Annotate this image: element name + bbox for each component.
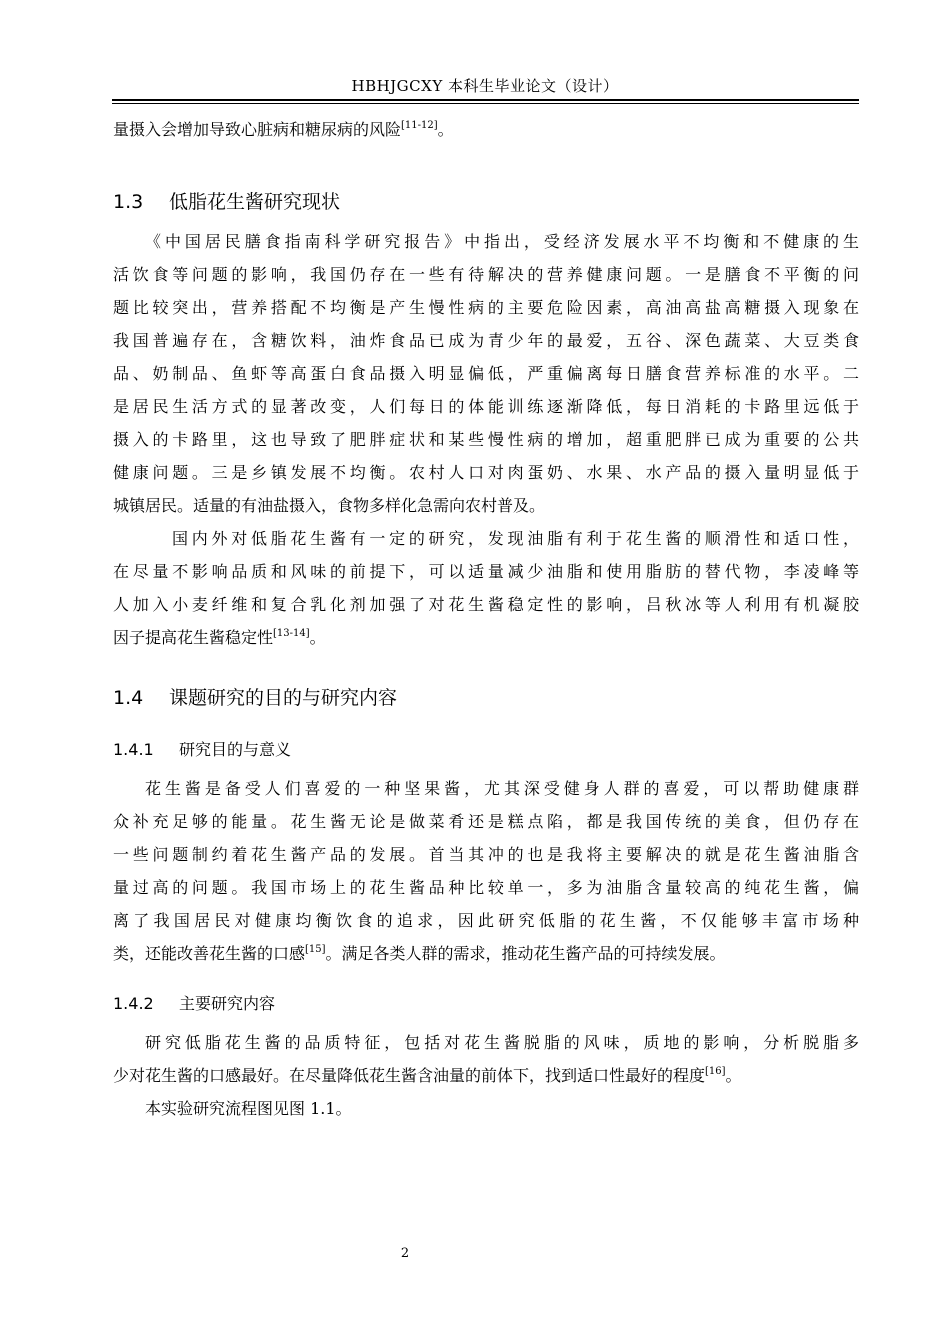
section-title: 课题研究的目的与研究内容 [169,687,398,709]
header-rule [112,99,859,101]
paragraph-line: 少对花生酱的口感最好。在尽量降低花生酱含油量的前体下，找到适口性最好的程度[16]。 [113,1066,742,1085]
paragraph-line: 人加入小麦纤维和复合乳化剂加强了对花生酱稳定性的影响，吕秋冰等人利用有机凝胶 [113,595,859,614]
paragraph-line: 品、奶制品、鱼虾等高蛋白食品摄入明显偏低，严重偏离每日膳食营养标准的水平。二 [113,364,859,383]
paragraph-line: 花生酱是备受人们喜爱的一种坚果酱，尤其深受健身人群的喜爱，可以帮助健康群 [145,779,859,798]
subsection-title: 主要研究内容 [179,994,276,1013]
paragraph-line: 离了我国居民对健康均衡饮食的追求，因此研究低脂的花生酱，不仅能够丰富市场种 [113,911,859,930]
subsection-heading-1-4-1 [113,739,291,761]
paragraph-line: 在尽量不影响品质和风味的前提下，可以适量减少油脂和使用脂肪的替代物，李凌峰等 [113,562,859,581]
paragraph-line: 城镇居民。适量的有油盐摄入，食物多样化急需向农村普及。 [113,496,546,515]
paragraph-line: 健康问题。三是乡镇发展不均衡。农村人口对肉蛋奶、水果、水产品的摄入量明显低于 [113,463,859,482]
paragraph-line: 一些问题制约着花生酱产品的发展。首当其冲的也是我将主要解决的就是花生酱油脂含 [113,845,859,864]
section-title: 低脂花生酱研究现状 [169,191,341,213]
section-heading-1-3 [113,190,340,214]
intro-line: 量摄入会增加导致心脏病和糖尿病的风险[11-12]。 [113,120,454,139]
paragraph-line: 题比较突出，营养搭配不均衡是产生慢性病的主要危险因素，高油高盐高糖摄入现象在 [113,298,859,317]
paragraph-line: 国内外对低脂花生酱有一定的研究，发现油脂有利于花生酱的顺滑性和适口性， [172,529,859,548]
paragraph-line: 《中国居民膳食指南科学研究报告》中指出，受经济发展水平不均衡和不健康的生 [145,232,859,251]
paragraph-line: 量过高的问题。我国市场上的花生酱品种比较单一，多为油脂含量较高的纯花生酱，偏 [113,878,859,897]
section-heading-1-4 [113,686,397,710]
paragraph-line: 因子提高花生酱稳定性[13-14]。 [113,628,326,647]
section-number: 1.4 [113,687,144,709]
subsection-title: 研究目的与意义 [179,740,292,759]
citation: [13-14] [273,628,310,639]
paragraph-line: 众补充足够的能量。花生酱无论是做菜肴还是糕点陷，都是我国传统的美食，但仍存在 [113,812,859,831]
subsection-number: 1.4.2 [113,994,154,1013]
citation: [16] [705,1066,726,1077]
header-rule-thin [112,103,859,104]
subsection-number: 1.4.1 [113,740,154,759]
citation: [11-12] [401,120,438,131]
section-number: 1.3 [113,191,144,213]
paragraph-line: 本实验研究流程图见图 1.1。 [145,1099,352,1118]
subsection-heading-1-4-2 [113,993,275,1015]
running-header: HBHJGCXY 本科生毕业论文（设计） [351,77,619,95]
paragraph-line: 摄入的卡路里，这也导致了肥胖症状和某些慢性病的增加，超重肥胖已成为重要的公共 [113,430,859,449]
paragraph-line: 活饮食等问题的影响，我国仍存在一些有待解决的营养健康问题。一是膳食不平衡的问 [113,265,859,284]
paragraph-line: 是居民生活方式的显著改变，人们每日的体能训练逐渐降低，每日消耗的卡路里远低于 [113,397,859,416]
paragraph-line: 类，还能改善花生酱的口感[15]。满足各类人群的需求，推动花生酱产品的可持续发展。 [113,944,726,963]
citation: [15] [305,944,326,955]
paragraph-line: 研究低脂花生酱的品质特征，包括对花生酱脱脂的风味，质地的影响，分析脱脂多 [145,1033,859,1052]
page-number: 2 [400,1246,410,1261]
paragraph-line: 我国普遍存在，含糖饮料，油炸食品已成为青少年的最爱，五谷、深色蔬菜、大豆类食 [113,331,859,350]
